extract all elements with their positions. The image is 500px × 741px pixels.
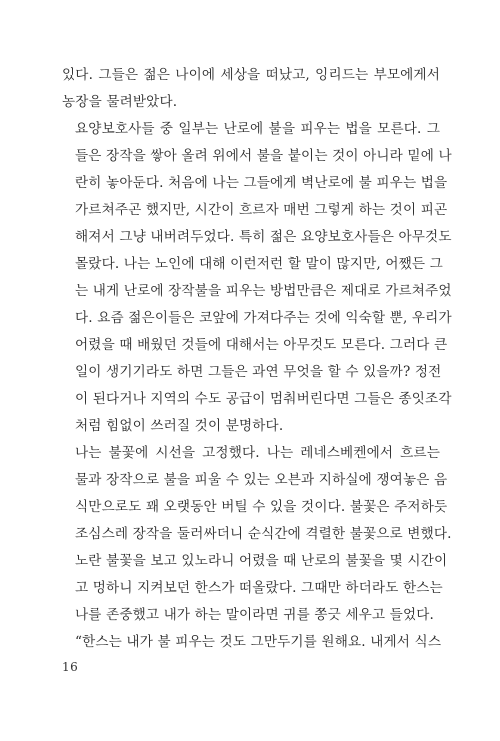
text-line: 란히 놓아둔다. 처음에 나는 그들에게 벽난로에 불 피우는 법을 [75,175,448,191]
text-line: 노란 불꽃을 보고 있노라니 어렸을 때 난로의 불꽃을 몇 시간이 [75,553,448,569]
text-line: 나는 불꽃에 시선을 고정했다. 나는 레네스베켄에서 흐르는 [75,445,440,461]
text-line: 조심스레 장작을 둘러싸더니 순식간에 격렬한 불꽃으로 변했다. [75,526,452,542]
page-number: 16 [62,660,79,674]
body-text [62,62,452,656]
paragraph-3 [62,440,452,629]
text-line: 있다. 그들은 젊은 나이에 세상을 떠났고, 잉리드는 부모에게서 [62,67,440,83]
paragraph-4 [62,629,440,656]
text-line: 몰랐다. 나는 노인에 대해 이런저런 할 말이 많지만, 어쨌든 그 [75,256,443,272]
text-line: “한스는 내가 불 피우는 것도 그만두기를 원해요. 내게서 식스 [75,634,442,650]
text-line: 어렸을 때 배웠던 것들에 대해서는 아무것도 모른다. 그러다 큰 [75,337,448,353]
text-line: 해져서 그냥 내버려두었다. 특히 젊은 요양보호사들은 아무것도 [75,229,452,245]
text-line: 나를 존중했고 내가 하는 말이라면 귀를 쫑긋 세우고 들었다. [75,607,434,623]
text-line: 들은 장작을 쌓아 올려 위에서 불을 붙이는 것이 아니라 밑에 나 [75,148,452,164]
text-line: 다. 요즘 젊은이들은 코앞에 가져다주는 것에 익숙할 뿐, 우리가 [75,310,452,326]
text-line: 요양보호사들 중 일부는 난로에 불을 피우는 법을 모른다. 그 [75,121,440,137]
paragraph-2 [62,116,452,440]
text-line: 농장을 물려받았다. [62,94,178,110]
paragraph-1 [62,62,440,116]
text-line: 가르쳐주곤 했지만, 시간이 흐르자 매번 그렇게 하는 것이 피곤 [75,202,448,218]
text-line: 물과 장작으로 불을 피울 수 있는 오븐과 지하실에 쟁여놓은 음 [75,472,448,488]
text-line: 식만으로도 꽤 오랫동안 버틸 수 있을 것이다. 불꽃은 주저하듯 [75,499,448,515]
text-line: 고 멍하니 지켜보던 한스가 떠올랐다. 그때만 하더라도 한스는 [75,580,443,596]
text-line: 는 내게 난로에 장작불을 피우는 방법만큼은 제대로 가르쳐주었 [75,283,452,299]
text-line: 일이 생기기라도 하면 그들은 과연 무엇을 할 수 있을까? 정전 [75,364,442,380]
text-line: 이 된다거나 지역의 수도 공급이 멈춰버린다면 그들은 종잇조각 [75,391,452,407]
text-line: 처럼 힘없이 쓰러질 것이 분명하다. [75,418,284,434]
